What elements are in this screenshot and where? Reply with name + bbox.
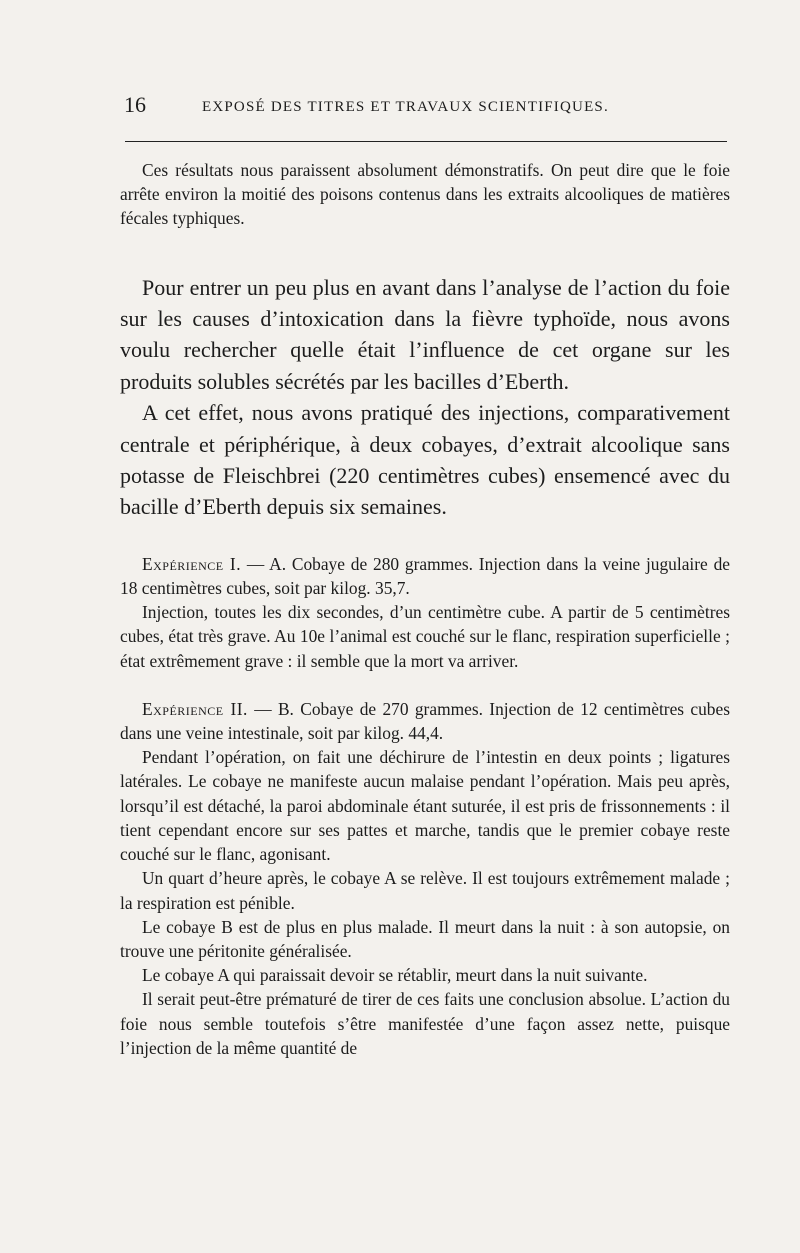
body-text <box>120 158 730 1060</box>
experience-2-paragraph: Le cobaye A qui paraissait devoir se rétablir, meurt dans la nuit suivante. <box>142 965 648 986</box>
experience-2-paragraph: Il serait peut-être prématuré de tirer de ces faits une conclusion absolue. L’action du foie nous semble toutefois s’être manifestée d’une façon assez nette, puisque l’injection de la même quantité de <box>120 989 730 1058</box>
page-number: 16 <box>124 92 146 117</box>
experience-2-paragraph: Le cobaye B est de plus en plus malade. Il meurt dans la nuit : à son autopsie, on trouve une péritonite généralisée. <box>120 916 730 961</box>
experience-2-heading <box>120 697 730 745</box>
experience-2-label: Expérience II. <box>142 698 248 719</box>
experience-1-heading <box>120 552 730 600</box>
action-paragraph: Pour entrer un peu plus en avant dans l’analyse de l’action du foie sur les causes d’intoxication dans la fièvre typhoïde, nous avons voulu rechercher quelle était l’influence de cet organe sur les produits solubles sécrétés par les bacilles d’Eberth. <box>120 274 730 394</box>
experience-2-text: — B. Cobaye de 270 grammes. Injection de 12 centimètres cubes dans une veine intestinale, soit par kilog. 44,4. <box>120 698 730 744</box>
experience-1-body: Injection, toutes les dix secondes, d’un centimètre cube. A partir de 5 centimètres cubes, état très grave. Au 10e l’animal est couché sur le flanc, respiration superficielle ; état extrêmement grave : il semble que la mort va arriver. <box>120 602 730 671</box>
experience-2-paragraph: Un quart d’heure après, le cobaye A se relève. Il est toujours extrêmement malade ; la respiration est pénible. <box>120 868 730 913</box>
header-rule <box>125 141 727 142</box>
experience-1-text: — A. Cobaye de 280 grammes. Injection dans la veine jugulaire de 18 centimètres cubes, soit par kilog. 35,7. <box>120 553 730 599</box>
experience-2-paragraph: Pendant l’opération, on fait une déchirure de l’intestin en deux points ; ligatures latérales. Le cobaye ne manifeste aucun malaise pendant l’opération. Mais peu après, lorsqu’il est détaché, la paroi abdominale étant suturée, il est pris de frissonnements : il tient cependant encore sur ses pattes et marche, tandis que le premier cobaye reste couché sur le flanc, agonisant. <box>120 747 730 865</box>
experience-1-label: Expérience I. <box>142 553 242 574</box>
intro-paragraph: Ces résultats nous paraissent absolument démonstratifs. On peut dire que le foie arrête environ la moitié des poisons contenus dans les extraits alcooliques de matières fécales typhiques. <box>120 160 730 229</box>
running-title: EXPOSÉ DES TITRES ET TRAVAUX SCIENTIFIQUES. <box>202 99 609 115</box>
effet-paragraph: A cet effet, nous avons pratiqué des injections, comparativement centrale et périphérique, à deux cobayes, d’extrait alcoolique sans potasse de Fleischbrei (220 centimètres cubes) ensemencé avec du bacille d’Eberth depuis six semaines. <box>120 400 730 520</box>
